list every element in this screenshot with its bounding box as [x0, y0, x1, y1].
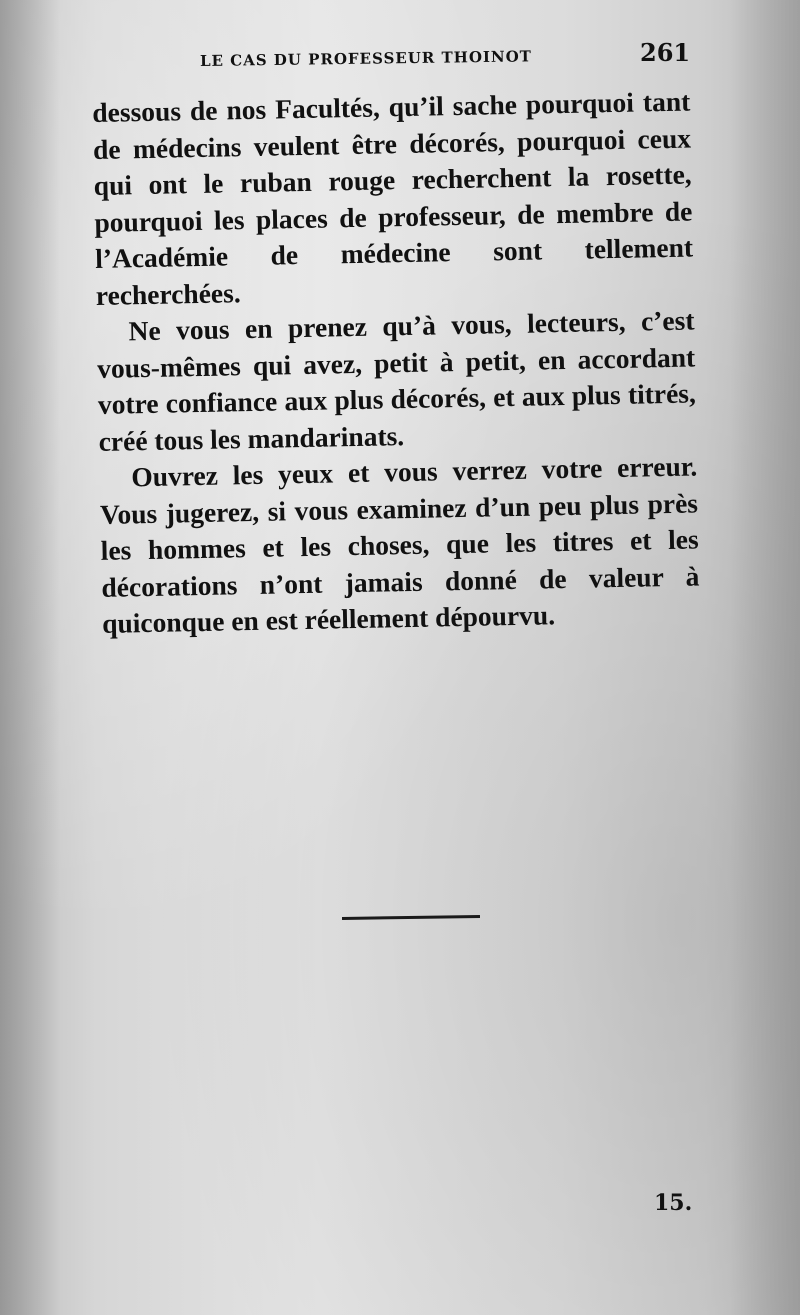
page-shadow-left	[0, 0, 60, 1315]
page-number: 261	[640, 38, 691, 67]
paragraph-1: dessous de nos Facultés, qu’il sache pourquoi tant de médecins veulent être décorés, pourquoi ceux qui ont le ruban rouge recherchent la rosette, pourquoi les places de professeur, de membre de l’Académie de médecine sont tellement recherchées.	[92, 85, 694, 311]
body-text	[92, 84, 700, 643]
paragraph-3: Ouvrez les yeux et vous verrez votre erreur. Vous jugerez, si vous examinez d’un peu plus près les hommes et les choses, que les titres et les décorations n’ont jamais donné de valeur à quiconque en est réellement dépourvu.	[99, 450, 700, 639]
running-title: LE CAS DU PROFESSEUR THOINOT	[199, 47, 533, 70]
signature-mark: 15.	[654, 1190, 693, 1216]
section-end-rule	[342, 915, 480, 920]
page-shadow-right	[730, 0, 800, 1315]
paragraph-2: Ne vous en prenez qu’à vous, lecteurs, c’est vous-mêmes qui avez, petit à petit, en accordant votre confiance aux plus décorés, et aux plus titrés, créé tous les mandarinats.	[96, 304, 697, 457]
